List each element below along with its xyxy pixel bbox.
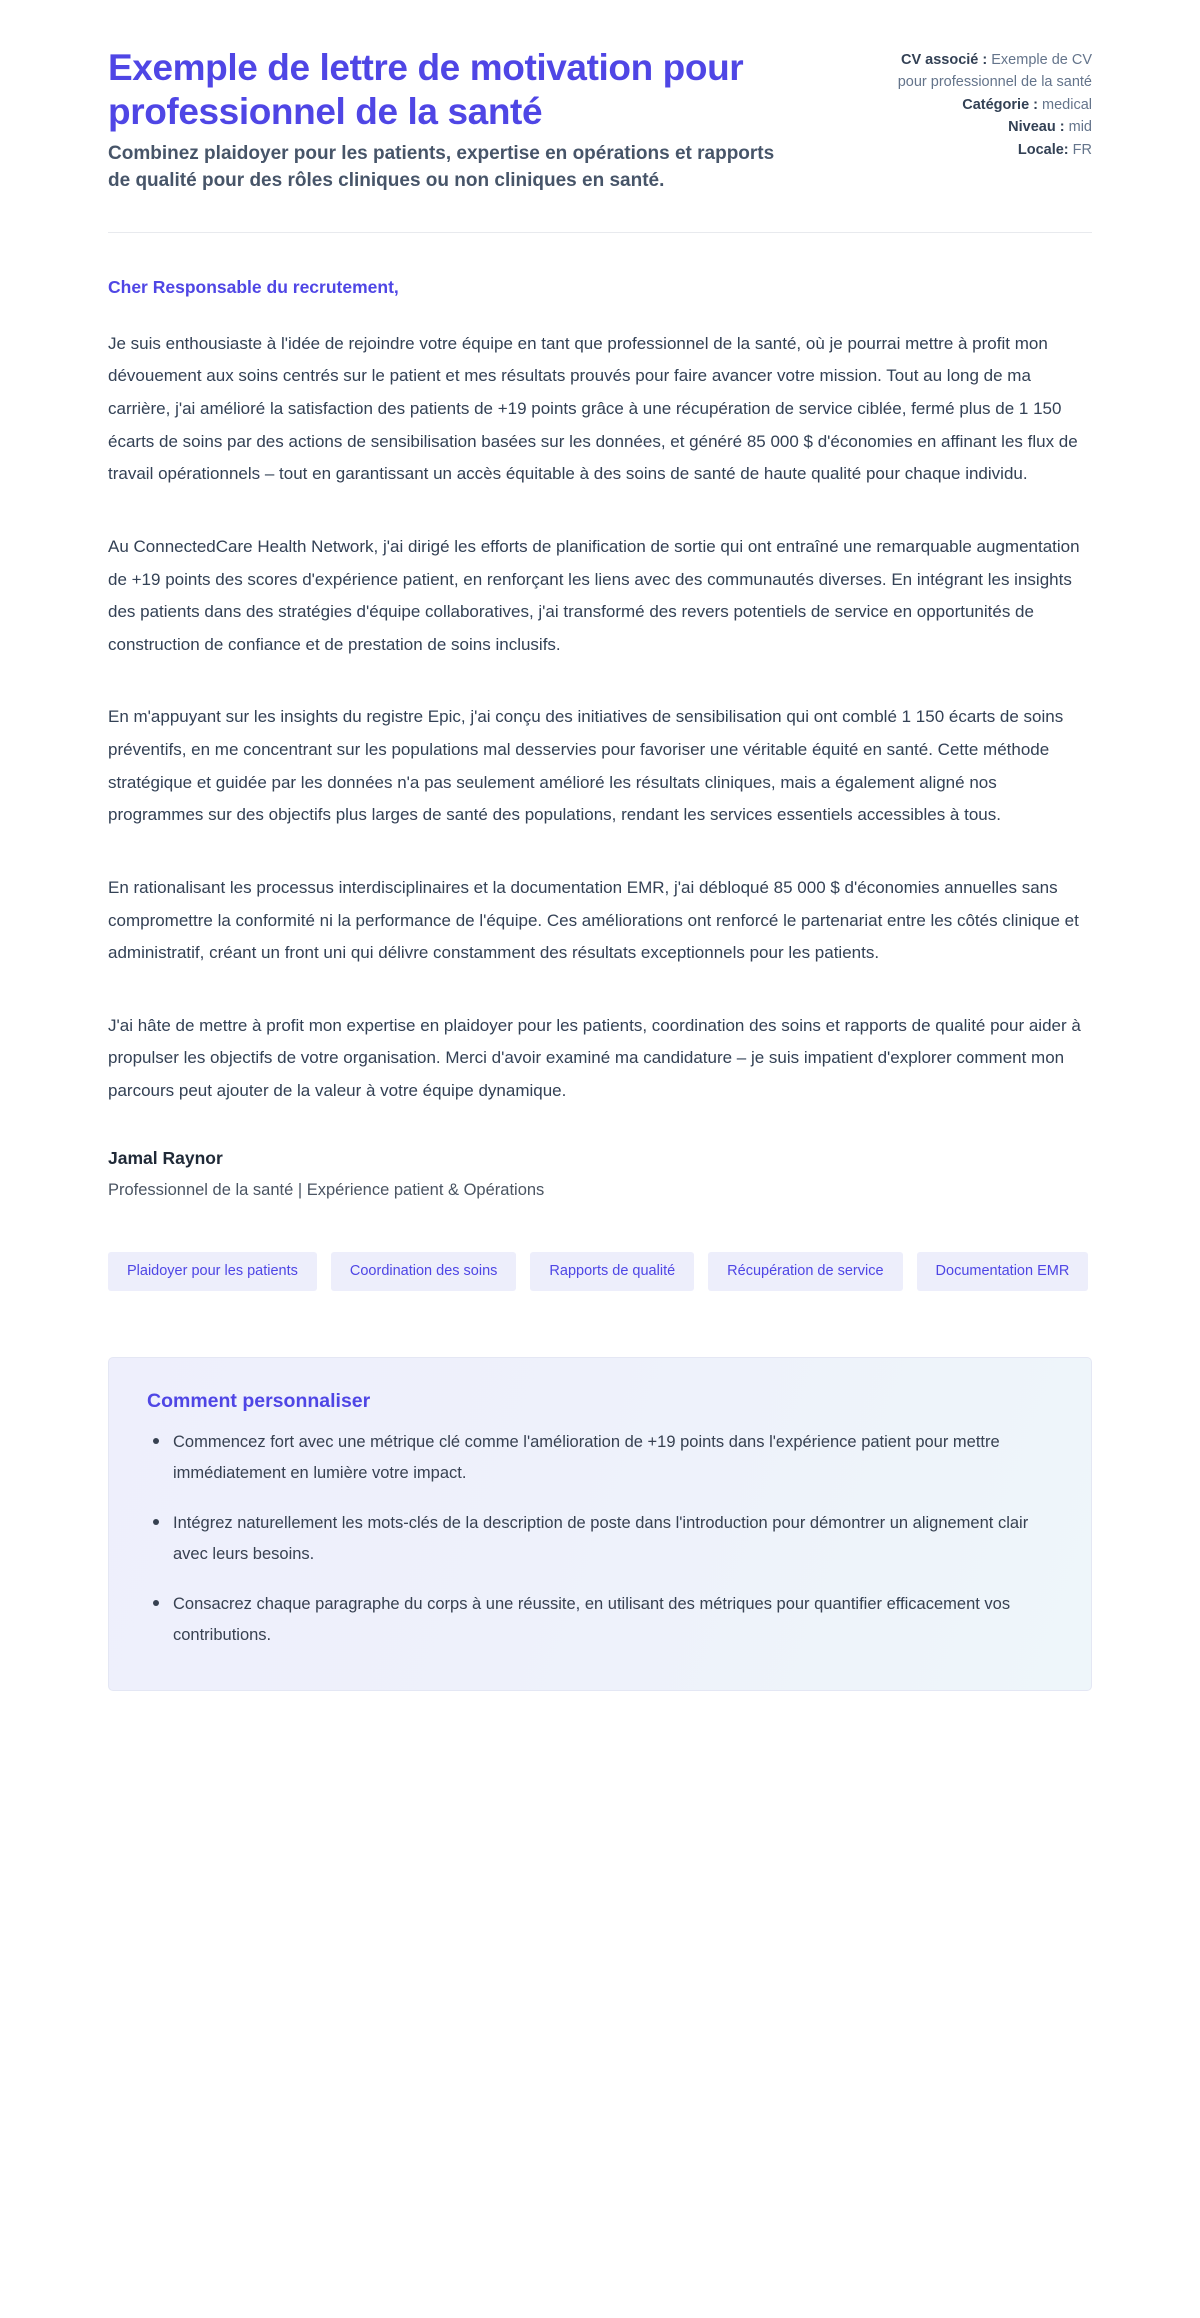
metadata-row-level	[892, 117, 1092, 139]
metadata-row-locale	[892, 140, 1092, 162]
callout-tip-item	[173, 1427, 1053, 1488]
metadata-label: Catégorie :	[962, 96, 1038, 113]
metadata-label: Niveau :	[1008, 119, 1065, 136]
bullet-dot-icon	[153, 1600, 159, 1606]
letter-paragraph: J'ai hâte de mettre à profit mon expertise en plaidoyer pour les patients, coordination des soins et rapports de qualité pour aider à propulser les objectifs de votre organisation. Merci d'avoir examiné ma candidature – je suis impatient d'explorer comment mon parcours peut ajouter de la valeur à votre équipe dynamique.	[108, 1015, 1081, 1100]
signature-block	[108, 1148, 1092, 1200]
metadata-value: medical	[1042, 96, 1092, 113]
metadata-value: FR	[1072, 142, 1092, 158]
skill-tag[interactable]: Documentation EMR	[917, 1252, 1089, 1291]
page-subtitle: Combinez plaidoyer pour les patients, expertise en opérations et rapports de qualité pour des rôles cliniques ou non cliniques en santé.	[108, 143, 775, 191]
letter-paragraph: En m'appuyant sur les insights du registre Epic, j'ai conçu des initiatives de sensibilisation qui ont comblé 1 150 écarts de soins préventifs, en me concentrant sur les populations mal desservies pour favoriser une véritable équité en santé. Cette méthode stratégique et guidée par les données n'a pas seulement amélioré les résultats cliniques, mais a également aligné nos programmes sur des objectifs plus larges de santé des populations, rendant les services essentiels accessibles à tous.	[108, 707, 1064, 825]
bullet-dot-icon	[153, 1438, 159, 1444]
metadata-label: Locale:	[1017, 142, 1069, 158]
header-title-group	[108, 46, 808, 194]
metadata-row-related-cv	[892, 50, 1092, 94]
skill-tag[interactable]: Rapports de qualité	[530, 1252, 694, 1291]
callout-tip-item	[173, 1589, 1053, 1650]
metadata-value: mid	[1068, 119, 1092, 136]
customization-tips-callout	[108, 1357, 1092, 1691]
callout-tip-text: Consacrez chaque paragraphe du corps à une réussite, en utilisant des métriques pour quantifier efficacement vos contributions.	[173, 1595, 1011, 1644]
callout-tip-text: Commencez fort avec une métrique clé comme l'amélioration de +19 points dans l'expérience patient pour mettre immédiatement en lumière votre impact.	[173, 1433, 1000, 1482]
metadata-row-category	[892, 95, 1092, 117]
callout-tip-item	[173, 1508, 1053, 1569]
skill-tag[interactable]: Plaidoyer pour les patients	[108, 1252, 317, 1291]
callout-tip-text: Intégrez naturellement les mots-clés de la description de poste dans l'introduction pour démontrer un alignement clair avec leurs besoins.	[173, 1514, 1029, 1563]
signature-role: Professionnel de la santé | Expérience patient & Opérations	[108, 1180, 545, 1199]
callout-tip-list	[147, 1427, 1053, 1650]
letter-paragraph: En rationalisant les processus interdisciplinaires et la documentation EMR, j'ai débloqué 85 000 $ d'économies annuelles sans compromettre la conformité ni la performance de l'équipe. Ces améliorations ont renforcé le partenariat entre les côtés clinique et administratif, créant un front uni qui délivre constamment des résultats exceptionnels pour les patients.	[108, 877, 1079, 963]
skill-tag-list	[108, 1252, 1092, 1291]
metadata-label: CV associé :	[900, 52, 988, 68]
skill-tag[interactable]: Récupération de service	[708, 1252, 902, 1291]
document-metadata	[892, 46, 1092, 163]
document-header	[108, 0, 1092, 194]
letter-paragraph: Au ConnectedCare Health Network, j'ai dirigé les efforts de planification de sortie qui ont entraîné une remarquable augmentation de +19 points des scores d'expérience patient, en renforçant les liens avec des communautés diverses. En intégrant les insights des patients dans des stratégies d'équipe collaboratives, j'ai transformé des revers potentiels de service en opportunités de construction de confiance et de prestation de soins inclusifs.	[108, 536, 1080, 654]
metadata-value: Exemple de CV pour professionnel de la santé	[897, 52, 1092, 90]
callout-title: Comment personnaliser	[147, 1390, 371, 1413]
signature-name: Jamal Raynor	[108, 1147, 223, 1168]
skill-tag[interactable]: Coordination des soins	[331, 1252, 517, 1291]
cover-letter-body	[108, 233, 1092, 1200]
bullet-dot-icon	[153, 1519, 159, 1525]
letter-salutation: Cher Responsable du recrutement,	[108, 276, 399, 297]
letter-paragraph: Je suis enthousiaste à l'idée de rejoindre votre équipe en tant que professionnel de la santé, où je pourrai mettre à profit mon dévouement aux soins centrés sur le patient et mes résultats prouvés pour faire avancer votre mission. Tout au long de ma carrière, j'ai amélioré la satisfaction des patients de +19 points grâce à une récupération de service ciblée, fermé plus de 1 150 écarts de soins par des actions de sensibilisation basées sur les données, et généré 85 000 $ d'économies en affinant les flux de travail opérationnels – tout en garantissant un accès équitable à des soins de santé de haute qualité pour chaque individu.	[108, 333, 1078, 484]
page-title: Exemple de lettre de motivation pour professionnel de la santé	[108, 47, 744, 132]
